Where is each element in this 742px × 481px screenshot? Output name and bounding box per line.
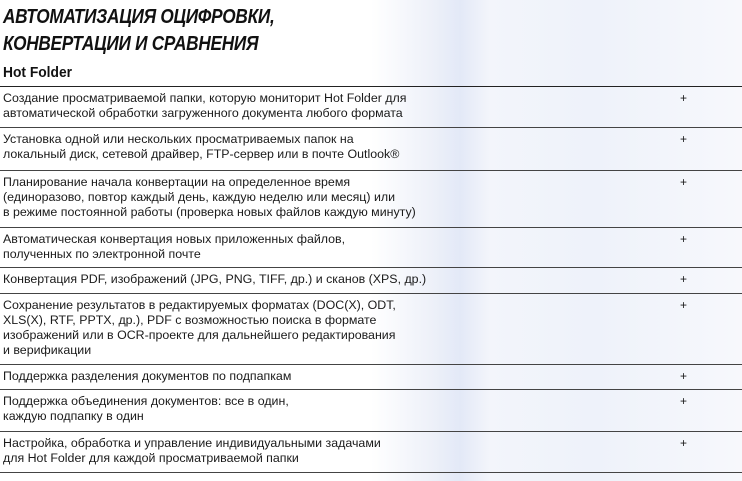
feature-check: +: [680, 132, 688, 146]
feature-text: Сохранение результатов в редактируемых форматах (DOC(X), ODT, XLS(X), RTF, PPTX, др.), PDF с возможностью поиска в формате изображений или в OCR-проекте для дальнейшего редактирования и верификации: [3, 298, 396, 357]
feature-check: +: [680, 298, 688, 312]
feature-text: Поддержка разделения документов по подпапкам: [3, 369, 292, 383]
table-row: [0, 294, 742, 365]
table-row: [0, 87, 742, 128]
table-row: [0, 365, 742, 390]
feature-check: +: [680, 175, 688, 189]
feature-text: Конвертация PDF, изображений (JPG, PNG, TIFF, др.) и сканов (XPS, др.): [3, 272, 427, 286]
title-line: АВТОМАТИЗАЦИЯ ОЦИФРОВКИ,: [3, 6, 275, 28]
feature-check: +: [680, 369, 688, 383]
title-line: КОНВЕРТАЦИИ И СРАВНЕНИЯ: [3, 33, 259, 55]
feature-text: Настройка, обработка и управление индивидуальными задачами для Hot Folder для каждой просматриваемой папки: [3, 436, 381, 465]
table-row: [0, 390, 742, 432]
feature-text: Поддержка объединения документов: все в один, каждую подпапку в один: [3, 394, 289, 423]
feature-text: Создание просматриваемой папки, которую мониторит Hot Folder для автоматической обработки загруженного документа любого формата: [3, 91, 407, 120]
feature-check: +: [680, 394, 688, 408]
table-row: [0, 268, 742, 294]
section-heading: Hot Folder: [3, 64, 72, 81]
table-row: [0, 228, 742, 268]
feature-check: +: [680, 436, 688, 450]
table-row: [0, 432, 742, 473]
feature-table: [0, 86, 742, 473]
feature-text: Установка одной или нескольких просматриваемых папок на локальный диск, сетевой драйвер, FTP-сервер или в почте Outlook®: [3, 132, 400, 161]
feature-check: +: [680, 272, 688, 286]
feature-text: Планирование начала конвертации на определенное время (единоразово, повтор каждый день, каждую неделю или месяц) или в режиме постоянной работы (проверка новых файлов каждую минуту): [3, 175, 416, 219]
table-row: [0, 171, 742, 228]
feature-text: Автоматическая конвертация новых приложенных файлов, полученных по электронной почте: [3, 232, 346, 261]
page-title: [3, 4, 275, 58]
table-row: [0, 128, 742, 171]
feature-check: +: [680, 232, 688, 246]
feature-check: +: [680, 91, 688, 105]
